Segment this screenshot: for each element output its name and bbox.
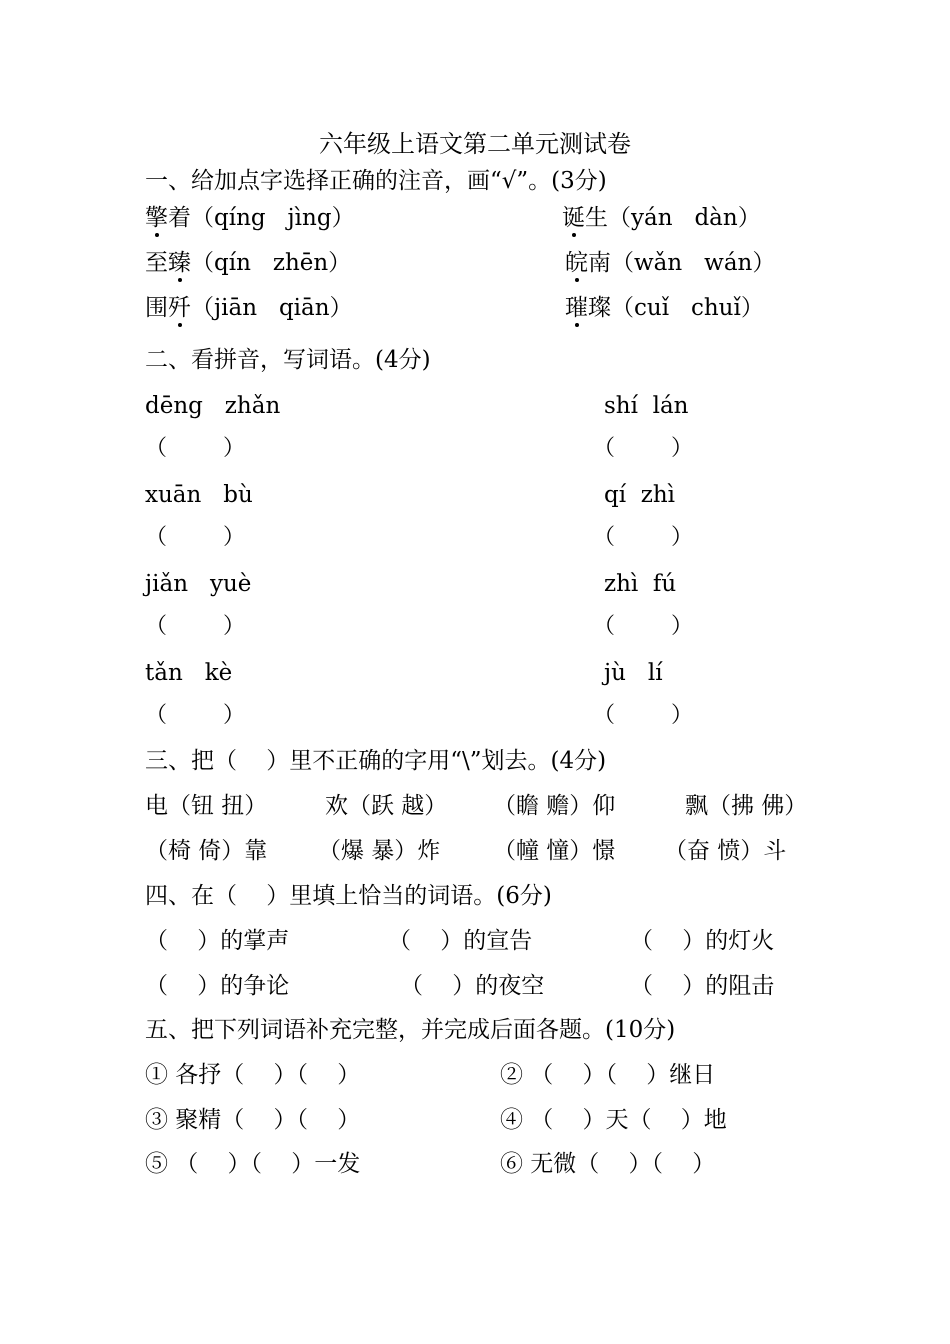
q4-heading: 四、在（ ）里填上恰当的词语。(6分) bbox=[145, 883, 552, 909]
q2-heading: 二、看拼音，写词语。(4分) bbox=[145, 347, 431, 373]
q1-item-1: 擎着（qíng jìng） bbox=[145, 205, 355, 231]
q5-item-2: ② （ ）（ ）继日 bbox=[500, 1062, 716, 1088]
q2-blank-1: （ ） bbox=[145, 436, 245, 461]
q2-pinyin-2: shí lán bbox=[604, 393, 689, 419]
q1-heading: 一、给加点字选择正确的注音，画“√”。(3分) bbox=[145, 168, 607, 194]
q4-item-3: （ ）的灯火 bbox=[630, 928, 775, 954]
q3-item-4: 飘（拂 佛） bbox=[685, 793, 808, 819]
q5-item-5: ⑤ （ ）（ ）一发 bbox=[145, 1151, 361, 1177]
q2-blank-4: （ ） bbox=[593, 525, 693, 550]
q5-heading: 五、把下列词语补充完整，并完成后面各题。(10分) bbox=[145, 1017, 676, 1043]
q2-pinyin-6: zhì fú bbox=[604, 571, 677, 597]
q3-item-2: 欢（跃 越） bbox=[325, 793, 448, 819]
q4-item-5: （ ）的夜空 bbox=[400, 973, 545, 999]
q1-item-4: 皖南（wǎn wán） bbox=[565, 250, 776, 276]
q4-item-1: （ ）的掌声 bbox=[145, 928, 290, 954]
q5-item-4: ④ （ ）天（ ）地 bbox=[500, 1107, 727, 1133]
q2-pinyin-1: dēng zhǎn bbox=[145, 393, 281, 419]
q1-item-2: 诞生（yán dàn） bbox=[562, 205, 761, 231]
q4-item-2: （ ）的宣告 bbox=[388, 928, 533, 954]
q3-item-5: （椅 倚）靠 bbox=[145, 838, 268, 864]
q2-pinyin-4: qí zhì bbox=[604, 482, 675, 508]
q3-item-7: （幢 憧）憬 bbox=[493, 838, 616, 864]
q2-blank-6: （ ） bbox=[593, 614, 693, 639]
q5-item-3: ③ 聚精（ ）（ ） bbox=[145, 1107, 361, 1133]
q2-pinyin-8: jù lí bbox=[604, 660, 663, 686]
q3-item-3: （瞻 赡）仰 bbox=[493, 793, 616, 819]
q2-blank-2: （ ） bbox=[593, 436, 693, 461]
q2-blank-3: （ ） bbox=[145, 525, 245, 550]
q2-pinyin-3: xuān bù bbox=[145, 482, 253, 508]
q1-item-6: 璀璨（cuǐ chuǐ） bbox=[565, 295, 764, 321]
q1-item-3: 至臻（qín zhēn） bbox=[145, 250, 352, 276]
q2-blank-5: （ ） bbox=[145, 614, 245, 639]
q5-item-6: ⑥ 无微（ ）（ ） bbox=[500, 1151, 716, 1177]
q3-item-6: （爆 暴）炸 bbox=[318, 838, 441, 864]
q2-blank-8: （ ） bbox=[593, 703, 693, 728]
q2-blank-7: （ ） bbox=[145, 703, 245, 728]
q2-pinyin-5: jiǎn yuè bbox=[145, 571, 252, 597]
q5-item-1: ① 各抒（ ）（ ） bbox=[145, 1062, 361, 1088]
q3-heading: 三、把（ ）里不正确的字用“\”划去。(4分) bbox=[145, 748, 607, 774]
q1-item-5: 围歼（jiān qiān） bbox=[145, 295, 353, 321]
q3-item-1: 电（钮 扭） bbox=[145, 793, 268, 819]
q2-pinyin-7: tǎn kè bbox=[145, 660, 233, 686]
page-title: 六年级上语文第二单元测试卷 bbox=[319, 130, 631, 158]
q3-item-8: （奋 愤）斗 bbox=[664, 838, 787, 864]
q4-item-6: （ ）的阻击 bbox=[630, 973, 775, 999]
q4-item-4: （ ）的争论 bbox=[145, 973, 290, 999]
